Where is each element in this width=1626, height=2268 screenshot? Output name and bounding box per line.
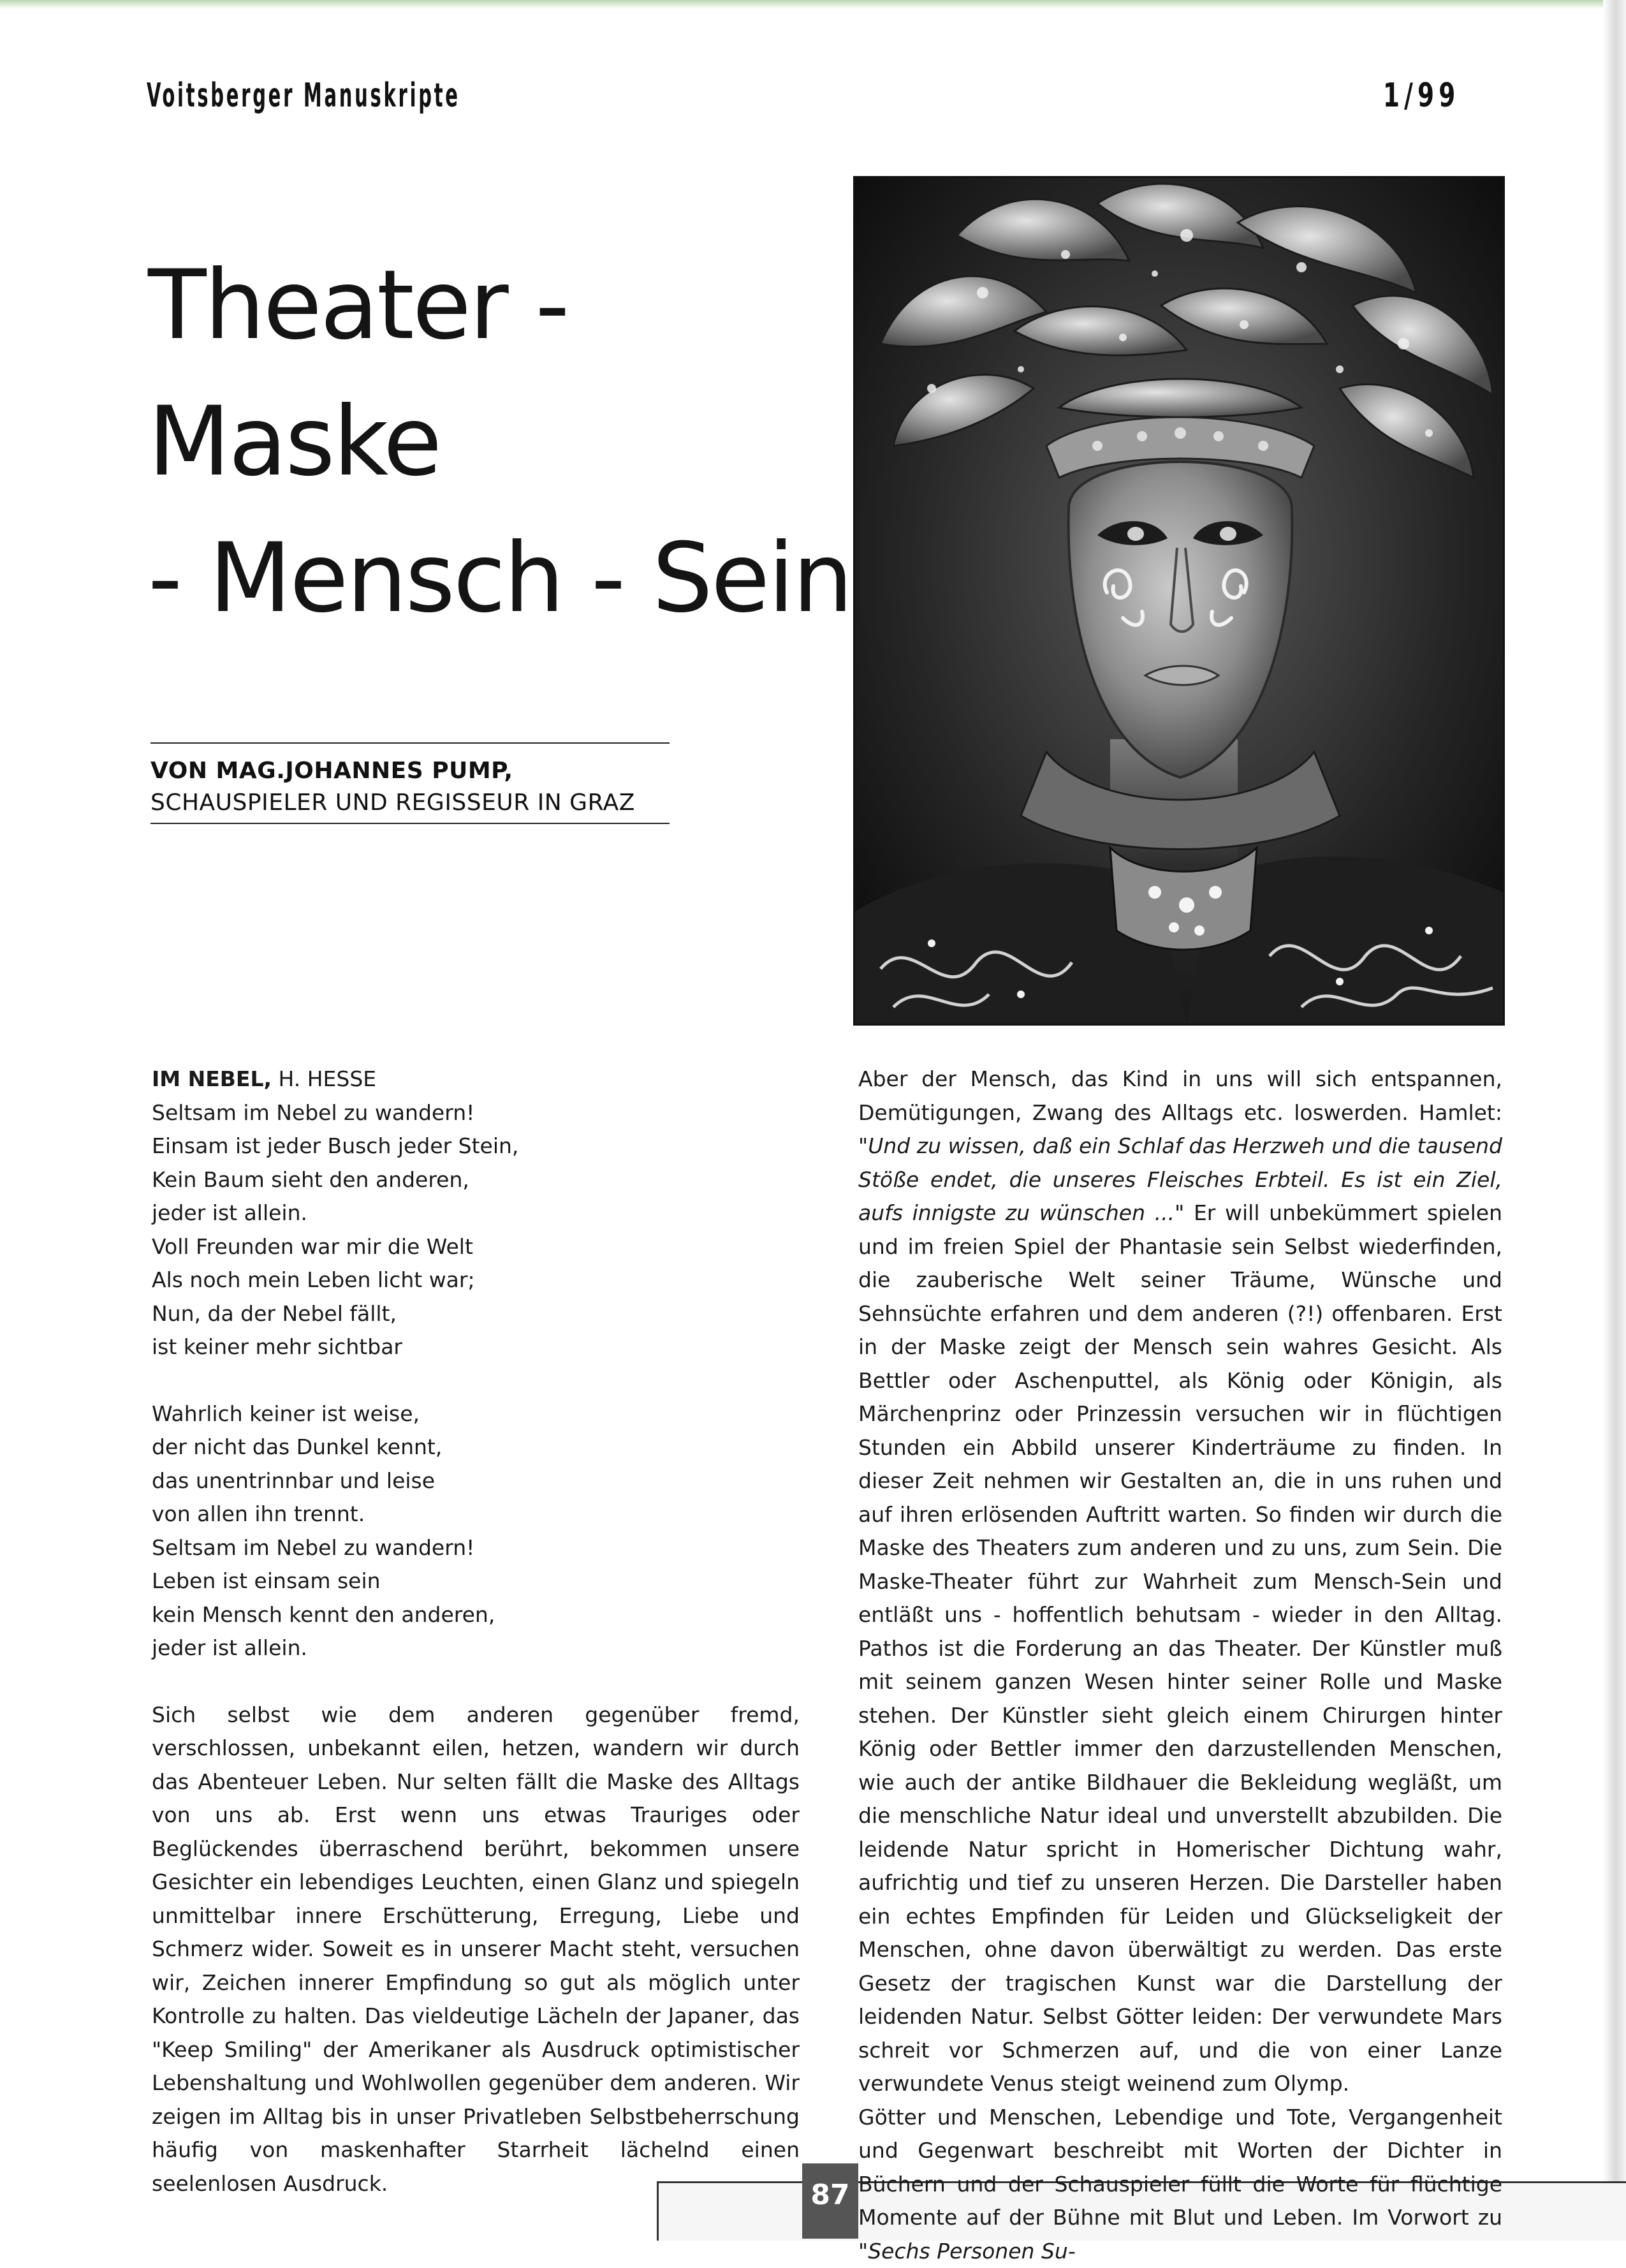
article-title-line-2: - Mensch - Sein (148, 523, 851, 634)
poem-line: Seltsam im Nebel zu wandern! (152, 1531, 800, 1565)
play-title: Sechs Personen Su- (868, 2239, 1076, 2264)
paragraph-text: Götter und Menschen, Lebendige und Tote, Vergangenheit und Gegenwart beschreibt mit Worten der Dichter in Büchern und der Schauspieler füllt die Worte für flüchtige Momente auf der Bühne mit Blut und Leben. Im Vorwort zu " (858, 2105, 1502, 2264)
left-column (152, 1063, 800, 2200)
poem-line: der nicht das Dunkel kennt, (152, 1431, 800, 1464)
paragraph-text: Aber der Mensch, das Kind in uns will sich entspannen, Demütigungen, Zwang des Alltags etc. loswerden. Hamlet: " (858, 1066, 1502, 1158)
poem-line: jeder ist allein. (152, 1631, 800, 1665)
poem-line: das unentrinnbar und leise (152, 1464, 800, 1498)
body-paragraph-right-2 (858, 2101, 1502, 2268)
byline-role: SCHAUSPIELER UND REGISSEUR IN GRAZ (150, 787, 670, 819)
poem-line: Seltsam im Nebel zu wandern! (152, 1096, 800, 1130)
journal-name: Voitsberger Manuskripte (147, 77, 460, 115)
poem-line: jeder ist allein. (152, 1197, 800, 1230)
poem-title: IM NEBEL, (152, 1066, 272, 1091)
poem-line: Einsam ist jeder Busch jeder Stein, (152, 1130, 800, 1163)
article-title-line-1: Theater - Maske (148, 250, 568, 497)
page-number: 87 (802, 2163, 858, 2239)
body-paragraph-left: Sich selbst wie dem anderen gegenüber fremd, verschlossen, unbekannt eilen, hetzen, wandern wir durch das Abenteuer Leben. Nur selten fällt die Maske des Alltags von uns ab. Erst wenn uns etwas Trauriges oder Beglückendes überraschend berührt, bekommen unsere Gesichter ein lebendiges Leuchten, einen Glanz und spiegeln unmittelbar innere Erschütterung, Erregung, Liebe und Schmerz wider. Soweit es in unserer Macht steht, versuchen wir, Zeichen innerer Empfindung so gut als möglich unter Kontrolle zu halten. Das vieldeutige Lächeln der Japaner, das "Keep Smiling" der Amerikaner als Ausdruck optimistischer Lebenshaltung und Wohlwollen gegenüber dem anderen. Wir zeigen im Alltag bis in unser Privatleben Selbstbeherrschung häufig von maskenhafter Starrheit lächelnd einen seelenlosen Ausdruck. (152, 1698, 800, 2201)
poem-line: von allen ihn trennt. (152, 1498, 800, 1531)
body-paragraph-right-1 (858, 1063, 1502, 2101)
poem-line: Als noch mein Leben licht war; (152, 1263, 800, 1297)
poem-line: Wahrlich keiner ist weise, (152, 1397, 800, 1431)
poem-line: kein Mensch kennt den anderen, (152, 1598, 800, 1632)
poem-line: ist keiner mehr sichtbar (152, 1330, 800, 1364)
byline (150, 742, 670, 824)
right-column (858, 1063, 1502, 2268)
poem-line: Leben ist einsam sein (152, 1565, 800, 1598)
poem-line: Nun, da der Nebel fällt, (152, 1297, 800, 1331)
byline-author: VON MAG.JOHANNES PUMP, (150, 755, 670, 787)
scan-top-edge (0, 0, 1626, 9)
mask-portrait-image (855, 178, 1503, 1024)
poem-line: Voll Freunden war mir die Welt (152, 1230, 800, 1264)
poem-heading (152, 1063, 800, 1096)
hamlet-quote: Und zu wissen, daß ein Schlaf das Herzweh und die tausend Stöße endet, die unseres Fleisches Erbteil. Es ist ein Ziel, aufs innigste zu wünschen ... (858, 1133, 1502, 1225)
poem-author: H. HESSE (272, 1066, 376, 1091)
paragraph-text: " Er will unbekümmert spielen und im freien Spiel der Phantasie sein Selbst wiederfinden, die zauberische Welt seiner Träume, Wünsche und Sehnsüchte erfahren und dem anderen (?!) offenbaren. Erst in der Maske zeigt der Mensch sein wahres Gesicht. Als Bettler oder Aschenputtel, als König oder Königin, als Märchenprinz oder Prinzessin versuchen wir in flüchtigen Stunden ein Abbild unserer Kinderträume zu finden. In dieser Zeit nehmen wir Gestalten an, die in uns ruhen und auf ihren erlösenden Auftritt warten. So finden wir durch die Maske des Theaters zum anderen und zu uns, zum Sein. Die Maske-Theater führt zur Wahrheit zum Mensch-Sein und entläßt uns - hoffentlich behutsam - wieder in den Alltag. Pathos ist die Forderung an das Theater. Der Künstler muß mit seinem ganzen Wesen hinter seiner Rolle und Maske stehen. Der Künstler sieht gleich einem Chirurgen hinter König oder Bettler immer den darzustellenden Menschen, wie auch der antike Bildhauer die Bekleidung wegläßt, um die menschliche Natur ideal und unverstellt abzubilden. Die leidende Natur spricht in Homerischer Dichtung wahr, aufrichtig und tief zu unseren Herzen. Die Darsteller haben ein echtes Empfinden für Leiden und Glückseligkeit der Menschen, ohne davon überwältigt zu werden. Das erste Gesetz der tragischen Kunst war die Darstellung der leidenden Natur. Selbst Götter leiden: Der verwundete Mars schreit vor Schmerzen auf, und die von einer Lanze verwundete Venus steigt weinend zum Olymp. (858, 1200, 1502, 2096)
issue-number: 1/99 (1383, 77, 1460, 115)
poem-stanza-2 (152, 1397, 800, 1665)
scan-right-edge (1603, 0, 1626, 2239)
poem-stanza-1 (152, 1096, 800, 1364)
article-title (148, 237, 862, 647)
running-header (147, 77, 1460, 134)
poem-line: Kein Baum sieht den anderen, (152, 1163, 800, 1197)
mask-photo (853, 176, 1505, 1026)
